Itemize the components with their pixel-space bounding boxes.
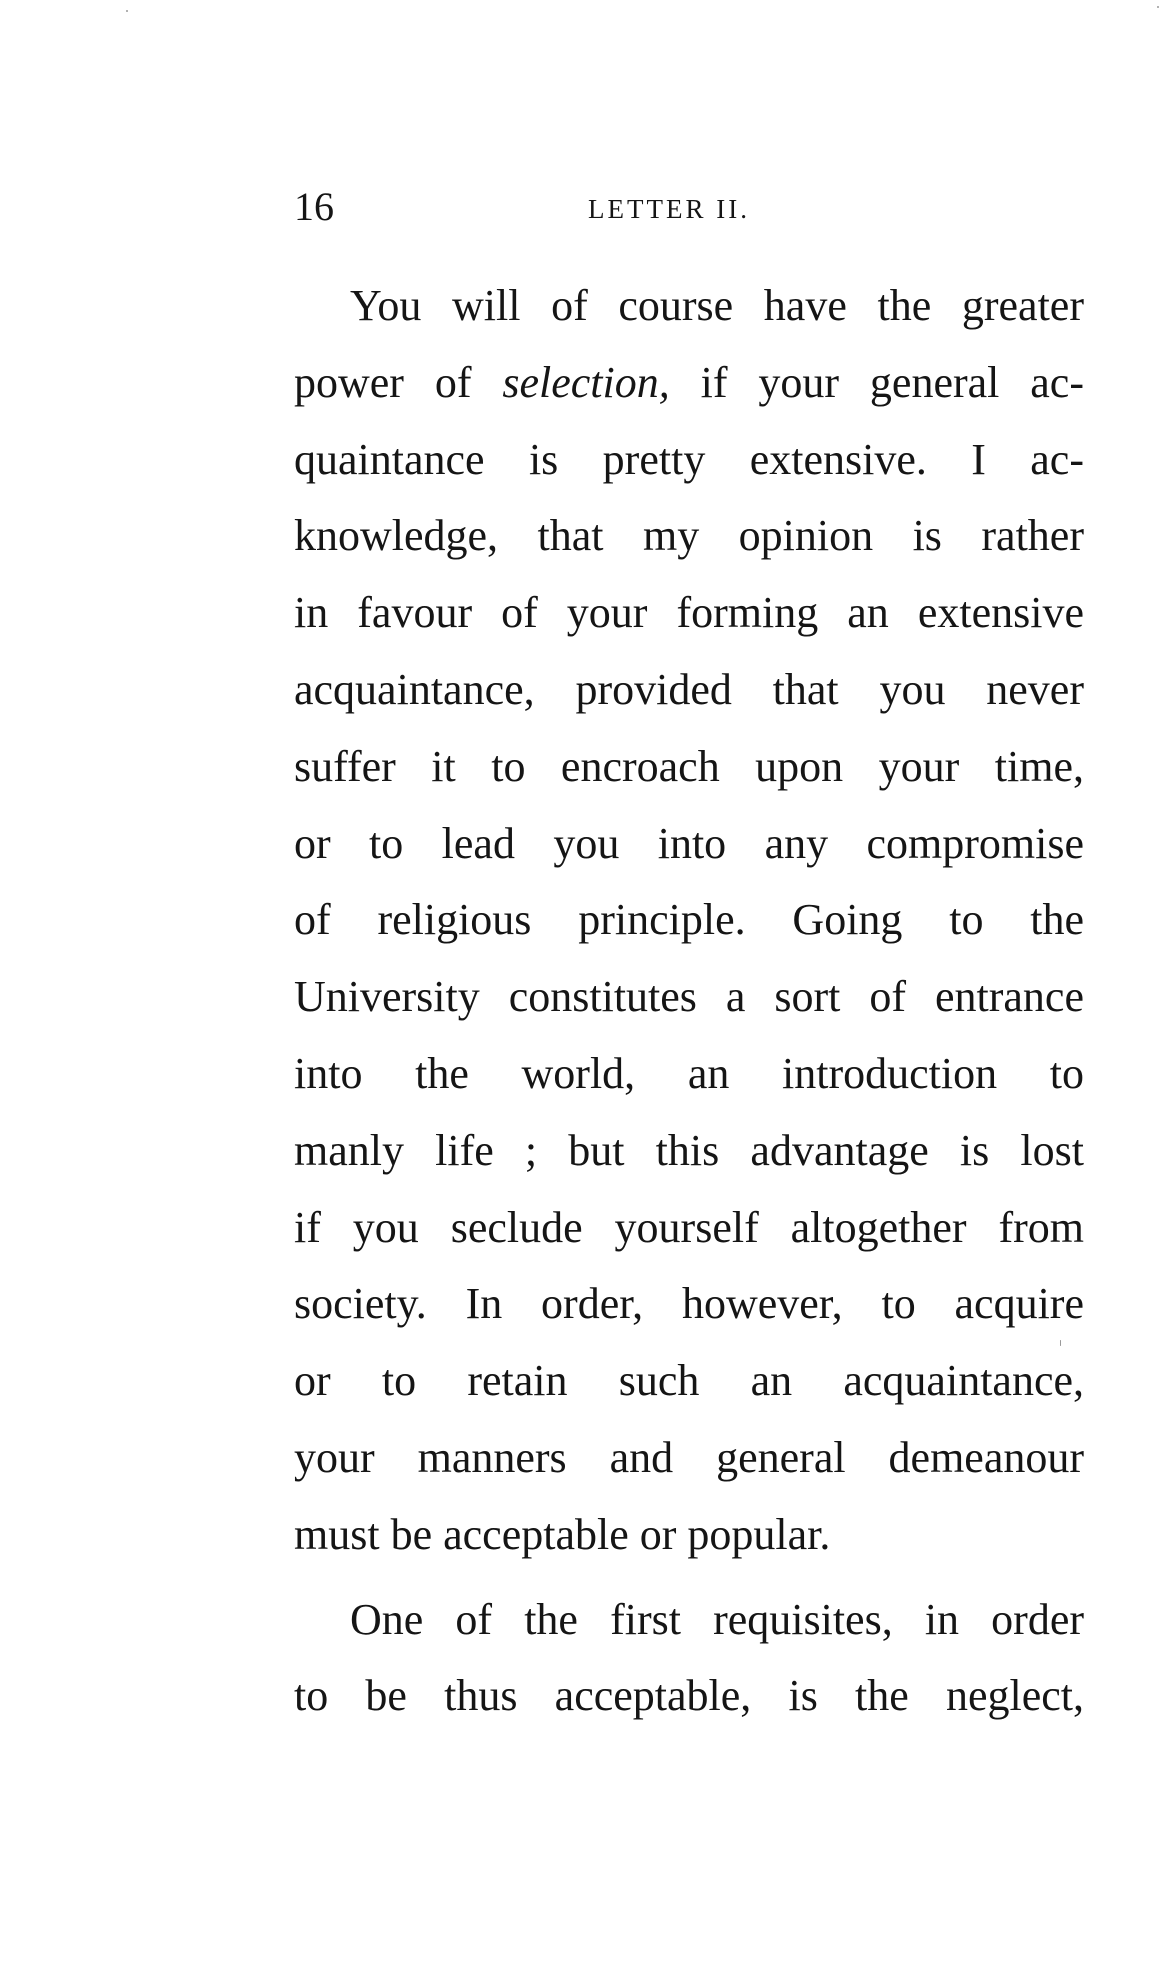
paragraph [294, 1582, 1084, 1736]
text-line: or to retain such an acquaintance, [294, 1356, 1084, 1406]
paragraph [294, 268, 1084, 1574]
text-line: of religious principle. Going to the [294, 895, 1084, 945]
text-line: or to lead you into any compromise [294, 818, 1084, 868]
text-line: suffer it to encroach upon your time, [294, 741, 1084, 791]
text-line: society. In order, however, to acquire [294, 1279, 1084, 1329]
text-line: You will of course have the greater [350, 281, 1084, 330]
scan-speck [1060, 1340, 1061, 1346]
text-line: University constitutes a sort of entrance [294, 972, 1084, 1022]
page-header [294, 182, 1084, 232]
text-line: if you seclude yourself altogether from [294, 1202, 1084, 1252]
text-line: in favour of your forming an extensive [294, 588, 1084, 638]
text-line: manly life ; but this advantage is lost [294, 1125, 1084, 1175]
running-head: LETTER II. [588, 194, 750, 224]
text-line: into the world, an introduction to [294, 1048, 1084, 1098]
text-line: knowledge, that my opinion is rather [294, 511, 1084, 561]
text-line [294, 345, 1084, 422]
text-segment: power of [294, 357, 503, 407]
paragraph-gap [294, 1574, 1084, 1582]
text-line: your manners and general demeanour [294, 1432, 1084, 1482]
text-segment: if your general ac- [669, 357, 1084, 407]
page-number: 16 [294, 184, 334, 229]
text-line: quaintance is pretty extensive. I ac- [294, 434, 1084, 484]
italic-emphasis: selection, [502, 357, 670, 407]
text-line: One of the first requisites, in order [350, 1594, 1084, 1644]
scan-speck [126, 10, 128, 12]
text-line: acquaintance, provided that you never [294, 664, 1084, 714]
scan-speck [1157, 6, 1159, 8]
text-line: must be acceptable or popular. [294, 1509, 831, 1559]
text-line: to be thus acceptable, is the neglect, [294, 1671, 1084, 1721]
body-text [294, 268, 1084, 1735]
